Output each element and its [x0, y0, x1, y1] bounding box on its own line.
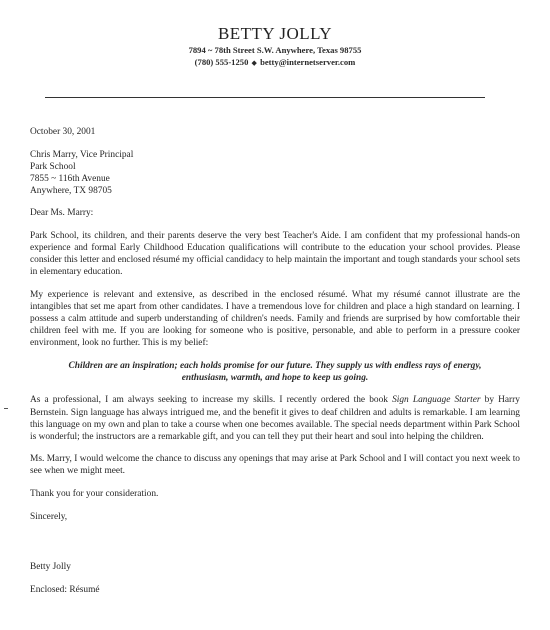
- paragraph-skills: [30, 394, 520, 442]
- recipient-street: 7855 ~ 116th Avenue: [30, 173, 110, 184]
- sender-contact: [0, 56, 550, 69]
- paragraph-experience: My experience is relevant and extensive, as described in the enclosed résumé. What my résumé cannot illustrate are the intangibles that set me apart from other candidates. I have a tremendous love for children and place a high standard on learning. I possess a calm attitude and superb understanding of children's needs. Family and friends are surprised by how comfortable their children feel with me. If you are looking for someone who is positive, personable, and able to perform in a pressure cooker environment, look no further. This is my belief:: [30, 289, 520, 349]
- diamond-separator-icon: ◆: [251, 59, 257, 67]
- letterhead: [0, 24, 550, 69]
- sender-email: betty@internetserver.com: [260, 57, 356, 67]
- recipient-city: Anywhere, TX 98705: [30, 185, 112, 196]
- belief-quote: Children are an inspiration; each holds promise for our future. They supply us with endless rays of energy, enthusiasm, warmth, and hope to keep us going.: [68, 360, 482, 383]
- sender-phone: (780) 555-1250: [194, 57, 249, 67]
- recipient-name: Chris Marry, Vice Principal: [30, 149, 134, 160]
- paragraph-follow-up: Ms. Marry, I would welcome the chance to discuss any openings that may arise at Park School and I will contact you next week to see when we might meet.: [30, 454, 520, 477]
- paragraph-intro: Park School, its children, and their parents deserve the very best Teacher's Aide. I am confident that my professional hands-on experience and formal Early Childhood Education qualifications will contribute to the education your school provides. Please consider this letter and enclosed résumé my official candidacy to help maintain the important and tough standards your school sets in elementary education.: [30, 231, 520, 278]
- signature-space: [30, 533, 520, 561]
- signature-name: Betty Jolly: [30, 562, 71, 573]
- margin-mark: [4, 408, 8, 409]
- closing: Sincerely,: [30, 511, 68, 522]
- recipient-school: Park School: [30, 161, 76, 172]
- enclosure-note: Enclosed: Résumé: [30, 584, 100, 595]
- letterhead-divider: [45, 97, 485, 98]
- letter-body: [30, 126, 520, 606]
- letter-date: October 30, 2001: [30, 127, 96, 137]
- salutation: Dear Ms. Marry:: [30, 208, 94, 219]
- paragraph-thanks: Thank you for your consideration.: [30, 488, 159, 499]
- book-title: Sign Language Starter: [392, 395, 481, 406]
- sender-address: 7894 ~ 78th Street S.W. Anywhere, Texas 98755: [188, 45, 362, 55]
- skills-text-start: As a professional, I am always seeking to increase my skills. I recently ordered the book: [30, 395, 393, 406]
- skills-text-end: by Harry Bernstein. Sign language has always intrigued me, and the benefit it gives to deaf children and adults is remarkable. I am learning this language on my own and plan to take a course when one becomes available. The special needs department within Park School is wonderful; the instructors are a remarkable gift, and you can tell they put their heart and soul into helping the children.: [30, 395, 520, 442]
- sender-name: BETTY JOLLY: [217, 24, 333, 43]
